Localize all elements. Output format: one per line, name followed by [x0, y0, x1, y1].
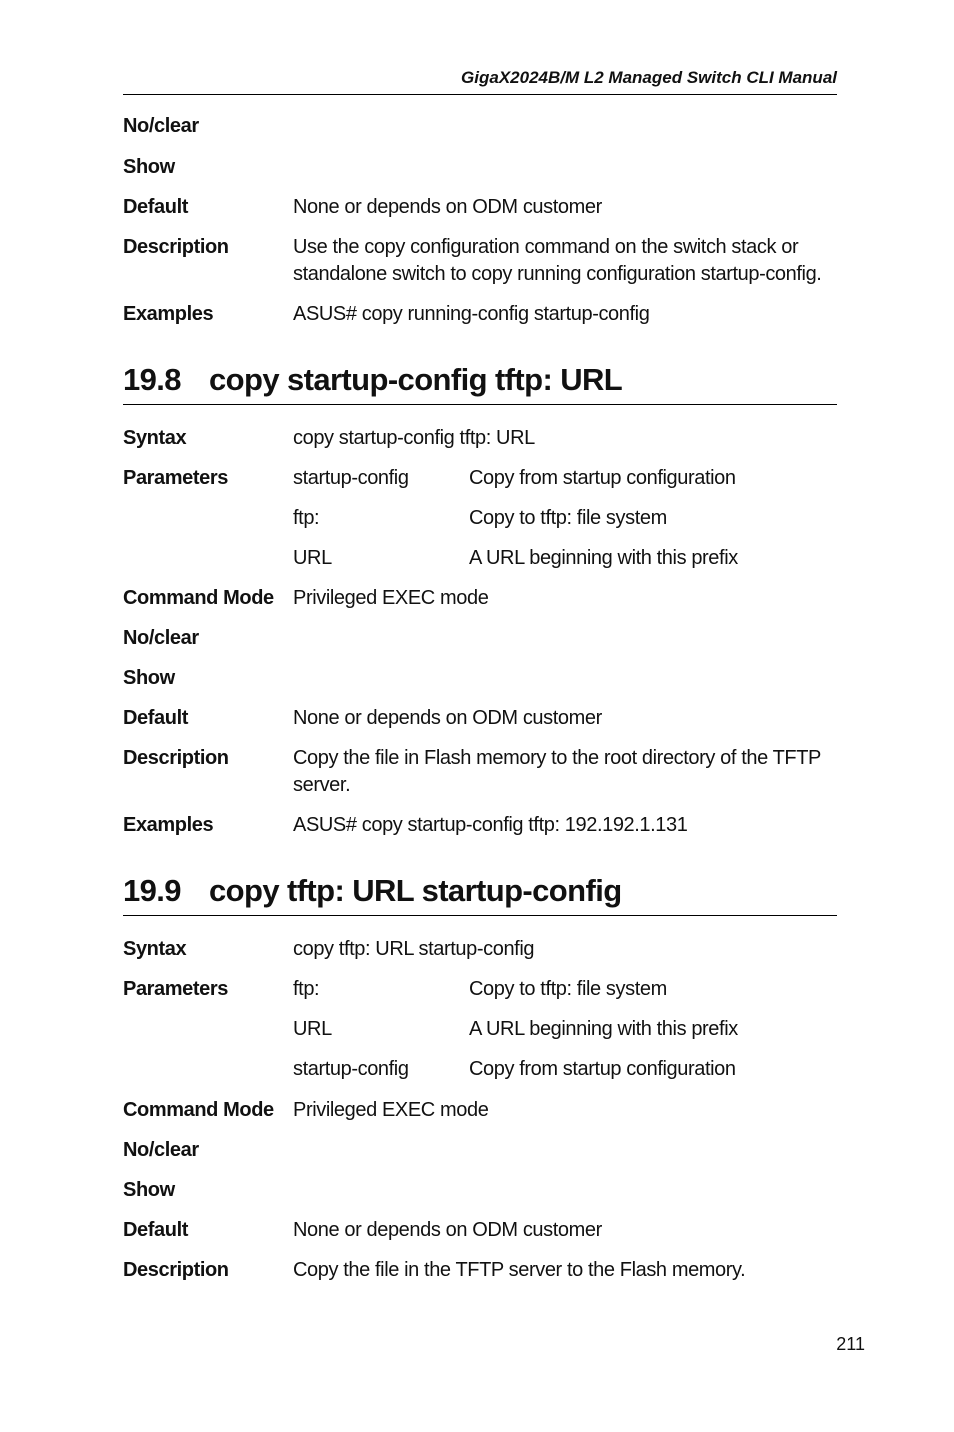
header-rule: [123, 94, 837, 95]
command-mode-label: Command Mode: [123, 1099, 274, 1121]
examples-value: ASUS# copy startup-config tftp: 192.192.1.131: [293, 814, 688, 836]
section-rule: [123, 404, 837, 405]
default-label: Default: [123, 1219, 188, 1241]
examples-value: ASUS# copy running-config startup-config: [293, 303, 650, 325]
examples-label: Examples: [123, 303, 214, 325]
parameter-description: A URL beginning with this prefix: [469, 547, 738, 569]
parameters-label: Parameters: [123, 978, 228, 1000]
description-label: Description: [123, 747, 229, 769]
section-number: 19.9: [123, 873, 181, 908]
description-value: Use the copy configuration command on the switch stack or standalone switch to copy running configuration startup-config.: [293, 236, 822, 285]
noclear-label: No/clear: [123, 1139, 199, 1161]
parameter-description: A URL beginning with this prefix: [469, 1018, 738, 1040]
description-label: Description: [123, 1259, 229, 1281]
parameter-name: URL: [293, 547, 332, 569]
parameter-description: Copy from startup configuration: [469, 467, 736, 489]
default-value: None or depends on ODM customer: [293, 196, 602, 218]
show-label: Show: [123, 156, 175, 178]
section-title: copy tftp: URL startup-config: [209, 873, 622, 908]
show-label: Show: [123, 1179, 175, 1201]
examples-label: Examples: [123, 814, 214, 836]
section-rule: [123, 915, 837, 916]
show-label: Show: [123, 667, 175, 689]
section-title: copy startup-config tftp: URL: [209, 362, 623, 397]
command-mode-value: Privileged EXEC mode: [293, 587, 489, 609]
section-number: 19.8: [123, 362, 181, 397]
parameter-description: Copy to tftp: file system: [469, 978, 667, 1000]
parameter-description: Copy to tftp: file system: [469, 507, 667, 529]
default-label: Default: [123, 707, 188, 729]
parameter-name: startup-config: [293, 467, 409, 489]
default-value: None or depends on ODM customer: [293, 1219, 602, 1241]
parameter-description: Copy from startup configuration: [469, 1058, 736, 1080]
syntax-label: Syntax: [123, 938, 187, 960]
page-number: 211: [836, 1334, 865, 1354]
parameter-name: ftp:: [293, 507, 320, 529]
parameter-name: URL: [293, 1018, 332, 1040]
noclear-label: No/clear: [123, 115, 199, 137]
description-label: Description: [123, 236, 229, 258]
command-mode-value: Privileged EXEC mode: [293, 1099, 489, 1121]
description-value: Copy the file in Flash memory to the root directory of the TFTP server.: [293, 747, 821, 796]
default-value: None or depends on ODM customer: [293, 707, 602, 729]
default-label: Default: [123, 196, 188, 218]
syntax-label: Syntax: [123, 427, 187, 449]
syntax-value: copy tftp: URL startup-config: [293, 938, 535, 960]
manual-title: GigaX2024B/M L2 Managed Switch CLI Manual: [461, 68, 837, 87]
description-value: Copy the file in the TFTP server to the Flash memory.: [293, 1259, 746, 1281]
noclear-label: No/clear: [123, 627, 199, 649]
parameter-name: ftp:: [293, 978, 320, 1000]
command-mode-label: Command Mode: [123, 587, 274, 609]
syntax-value: copy startup-config tftp: URL: [293, 427, 535, 449]
parameter-name: startup-config: [293, 1058, 409, 1080]
parameters-label: Parameters: [123, 467, 228, 489]
